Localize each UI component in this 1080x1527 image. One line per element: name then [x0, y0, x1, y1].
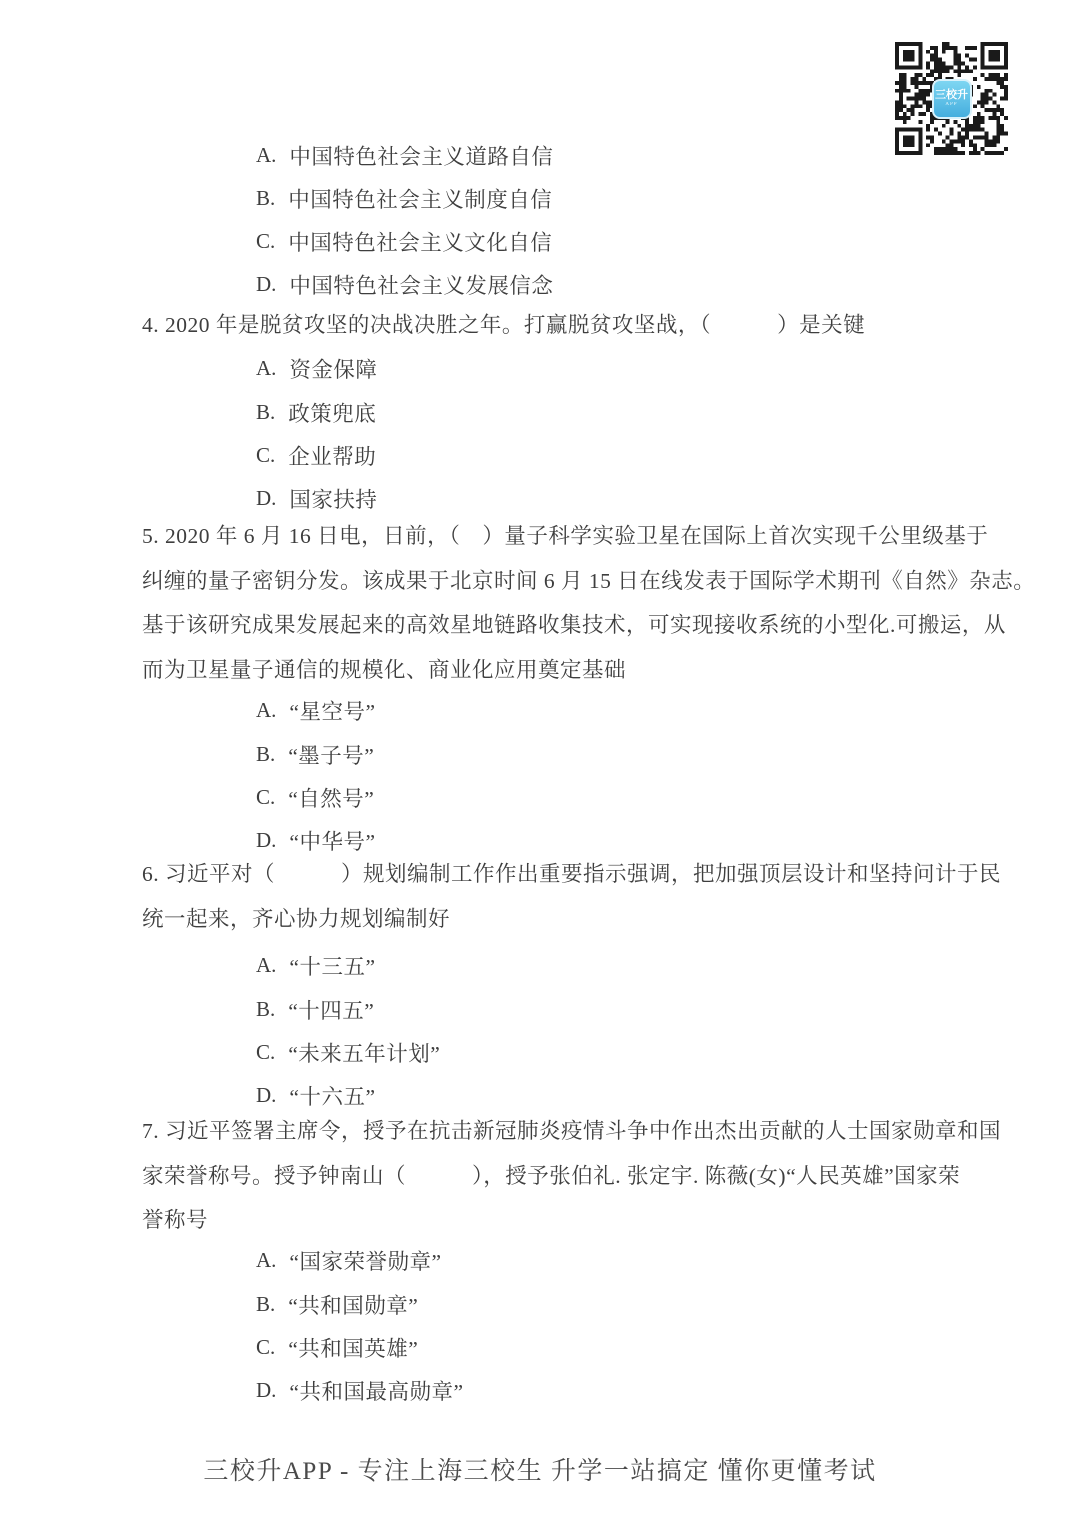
stem-line: 5. 2020 年 6 月 16 日电，日前，（ ）量子科学实验卫星在国际上首次实现千公里级基于 — [142, 524, 989, 548]
option-row — [256, 689, 376, 732]
stem-line: 纠缠的量子密钥分发。该成果于北京时间 6 月 15 日在线发表于国际学术期刊《自然》杂志。 — [142, 568, 1036, 593]
option-text: “国家荣誉勋章” — [289, 1250, 442, 1275]
option-row — [256, 1369, 464, 1412]
option-letter: B. — [256, 1291, 276, 1316]
option-text: “十六五” — [289, 1085, 376, 1110]
option-letter: D. — [256, 1378, 277, 1403]
option-letter: C. — [256, 1039, 276, 1064]
option-text: “星空号” — [289, 700, 376, 725]
qr-center-logo — [932, 79, 972, 119]
option-letter: D. — [256, 1083, 277, 1108]
footer-slogan: 三校升APP - 专注上海三校生 升学一站搞定 懂你更懂考试 — [203, 1458, 877, 1485]
option-text: 资金保障 — [289, 358, 378, 383]
option-text: “自然号” — [288, 786, 375, 811]
question4-options — [256, 347, 377, 521]
option-row — [256, 1282, 464, 1325]
option-letter: D. — [256, 486, 277, 511]
option-row — [256, 263, 553, 306]
option-row — [256, 434, 377, 477]
stem-line: 统一起来，齐心协力规划编制好 — [142, 906, 451, 931]
option-text: 中国特色社会主义文化自信 — [288, 231, 553, 255]
stem-line: 而为卫星量子通信的规模化、商业化应用奠定基础 — [142, 657, 627, 682]
option-text: 国家扶持 — [289, 488, 378, 513]
question6-stem — [142, 852, 1002, 941]
option-letter: A. — [256, 698, 277, 723]
option-letter: B. — [256, 741, 276, 766]
option-text: 中国特色社会主义道路自信 — [289, 145, 554, 169]
qr-logo-subtext: APP — [945, 102, 958, 107]
qr-code — [895, 42, 1008, 155]
option-text: “共和国最高勋章” — [289, 1380, 464, 1405]
option-letter: D. — [256, 272, 277, 296]
option-row — [256, 347, 377, 390]
option-row — [256, 390, 377, 433]
stem-line: 基于该研究成果发展起来的高效星地链路收集技术，可实现接收系统的小型化.可搬运，从 — [142, 613, 1006, 637]
option-row — [256, 1239, 464, 1282]
question5-stem — [142, 514, 1036, 692]
option-letter: A. — [256, 953, 277, 978]
option-text: “十三五” — [289, 955, 376, 980]
stem-line: 6. 习近平对（ ）规划编制工作作出重要指示强调，把加强顶层设计和坚持问计于民 — [142, 862, 1002, 886]
option-letter: C. — [256, 442, 276, 467]
option-text: 政策兜底 — [288, 401, 377, 426]
option-row — [256, 134, 553, 177]
option-row — [256, 177, 553, 220]
option-letter: B. — [256, 399, 276, 424]
option-row — [256, 1326, 464, 1369]
qr-logo-text: 三校升 — [935, 89, 968, 101]
option-text: 中国特色社会主义发展信念 — [289, 274, 554, 298]
option-text: 企业帮助 — [288, 444, 377, 469]
question7-stem — [142, 1109, 1002, 1243]
stem-line: 家荣誉称号。授予钟南山（ ），授予张伯礼. 张定宇. 陈薇(女)“人民英雄”国家荣 — [142, 1163, 961, 1188]
stem-line: 4. 2020 年是脱贫攻坚的决战决胜之年。打赢脱贫攻坚战，（ ）是关键 — [142, 313, 866, 337]
option-letter: A. — [256, 1248, 277, 1273]
option-letter: C. — [256, 784, 276, 809]
question6-options — [256, 944, 440, 1118]
option-text: “未来五年计划” — [288, 1041, 441, 1066]
option-letter: A. — [256, 143, 277, 167]
stem-line: 誉称号 — [142, 1208, 209, 1232]
question3-options — [256, 134, 553, 306]
option-letter: B. — [256, 186, 276, 210]
question4-stem — [142, 303, 952, 348]
option-text: “共和国英雄” — [288, 1336, 419, 1361]
option-letter: D. — [256, 828, 277, 853]
option-letter: A. — [256, 356, 277, 381]
option-row — [256, 987, 440, 1030]
option-text: “共和国勋章” — [288, 1293, 419, 1318]
option-row — [256, 776, 376, 819]
option-row — [256, 732, 376, 775]
option-text: 中国特色社会主义制度自信 — [288, 188, 553, 212]
option-row — [256, 220, 553, 263]
option-letter: B. — [256, 996, 276, 1021]
option-row — [256, 1031, 440, 1074]
option-text: “中华号” — [289, 830, 376, 855]
option-letter: C. — [256, 229, 276, 253]
option-letter: C. — [256, 1334, 276, 1359]
stem-line: 7. 习近平签署主席令，授予在抗击新冠肺炎疫情斗争中作出杰出贡献的人士国家勋章和国 — [142, 1119, 1002, 1143]
question7-options — [256, 1239, 464, 1413]
option-text: “十四五” — [288, 998, 375, 1023]
option-text: “墨子号” — [288, 743, 375, 768]
question5-options — [256, 689, 376, 863]
option-row — [256, 944, 440, 987]
